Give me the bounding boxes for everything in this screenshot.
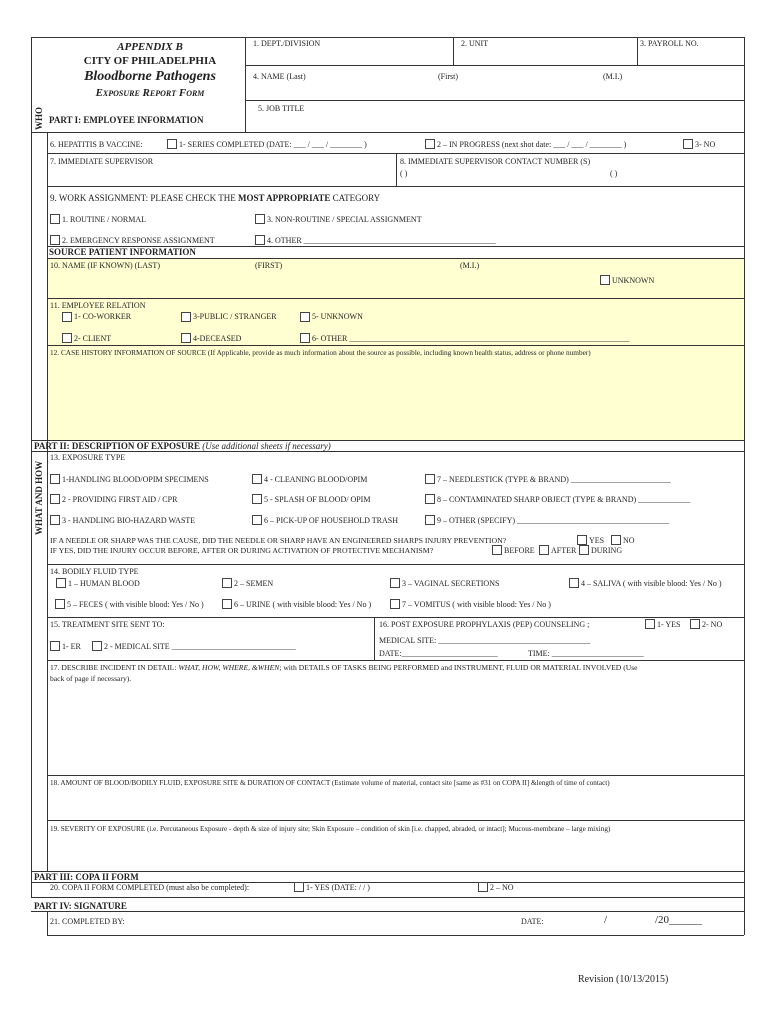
exposure-type-label: 13. EXPOSURE TYPE: [50, 453, 126, 462]
wa-nonroutine-label: 3. NON-ROUTINE / SPECIAL ASSIGNMENT: [267, 215, 422, 224]
needle-during-label: DURING: [591, 546, 623, 555]
fluid-type-label: 14. BODILY FLUID TYPE: [50, 567, 139, 576]
treat-er-label: 1- ER: [62, 642, 81, 651]
rel-unknown-checkbox[interactable]: [300, 312, 310, 322]
hep-b-progress-checkbox[interactable]: [425, 139, 435, 149]
needle-no-label: NO: [623, 536, 635, 545]
hep-b-series-label: 1- SERIES COMPLETED (DATE: ___ / ___ / ________ ): [179, 140, 367, 149]
wa-emergency-checkbox[interactable]: [50, 235, 60, 245]
exp-7-label: 7 – NEEDLESTICK (TYPE & BRAND) _________________________: [437, 475, 671, 484]
exp-2-label: 2 - PROVIDING FIRST AID / CPR: [62, 495, 178, 504]
form-title: Bloodborne Pathogens: [84, 69, 216, 84]
fluid-7-label: 7 – VOMITUS ( with visible blood: Yes / No ): [402, 600, 551, 609]
exp-6-checkbox[interactable]: [252, 515, 262, 525]
exp-3-label: 3 - HANDLING BIO-HAZARD WASTE: [62, 516, 196, 525]
rel-public-checkbox[interactable]: [181, 312, 191, 322]
name-last-label: 4. NAME (Last): [253, 72, 306, 81]
payroll-label: 3. PAYROLL NO.: [640, 39, 699, 48]
fluid-6-checkbox[interactable]: [222, 599, 232, 609]
dept-division-label: 1. DEPT./DIVISION: [253, 39, 321, 48]
wa-routine-label: 1. ROUTINE / NORMAL: [62, 215, 146, 224]
rel-public-label: 3-PUBLIC / STRANGER: [193, 312, 277, 321]
exp-2-checkbox[interactable]: [50, 494, 60, 504]
signature-date-label: DATE:: [521, 917, 544, 926]
wa-routine-checkbox[interactable]: [50, 214, 60, 224]
treat-medical-checkbox[interactable]: [92, 641, 102, 651]
exp-8-checkbox[interactable]: [425, 494, 435, 504]
fluid-1-checkbox[interactable]: [56, 578, 66, 588]
exp-8-label: 8 – CONTAMINATED SHARP OBJECT (TYPE & BRAND) _____________: [437, 495, 691, 504]
exp-4-checkbox[interactable]: [252, 474, 262, 484]
part3-title: PART III: COPA II FORM: [34, 872, 139, 882]
source-first-label: (FIRST): [255, 261, 283, 270]
needle-before-checkbox[interactable]: [492, 545, 502, 555]
needle-yes-label: YES: [589, 536, 605, 545]
needle-no-checkbox[interactable]: [611, 535, 621, 545]
exp-4-label: 4 - CLEANING BLOOD/OPIM: [264, 475, 368, 484]
pep-time-label: TIME: _______________________: [528, 649, 644, 658]
contact-paren-1: ( ): [400, 169, 408, 178]
who-side-label: WHO: [34, 106, 44, 130]
wa-other-label: 4. OTHER ________________________________________________: [267, 236, 496, 245]
rel-other-label: 6- OTHER ______________________________________________________________________: [312, 334, 630, 343]
name-mi-label: (M.I.): [603, 72, 623, 81]
unit-label: 2. UNIT: [461, 39, 489, 48]
rel-client-checkbox[interactable]: [62, 333, 72, 343]
rel-deceased-checkbox[interactable]: [181, 333, 191, 343]
exp-3-checkbox[interactable]: [50, 515, 60, 525]
what-how-side-label: WHAT AND HOW: [34, 460, 44, 535]
hep-b-series-checkbox[interactable]: [167, 139, 177, 149]
treatment-site-label: 15. TREATMENT SITE SENT TO:: [50, 620, 165, 629]
copa-yes-label: 1- YES (DATE: / / ): [306, 883, 370, 892]
copa-no-checkbox[interactable]: [478, 882, 488, 892]
wa-emergency-label: 2. EMERGENCY RESPONSE ASSIGNMENT: [62, 236, 215, 245]
source-title: SOURCE PATIENT INFORMATION: [49, 247, 196, 257]
incident-detail-label: 17. DESCRIBE INCIDENT IN DETAIL: WHAT, HOW, WHERE, &WHEN; with DETAILS OF TASKS BEING PERFORMED and INSTRUMENT, FLUID OR MATERIAL INVOLVED (Use: [50, 663, 638, 672]
rel-deceased-label: 4-DECEASED: [193, 334, 242, 343]
appendix-label: APPENDIX B: [117, 41, 183, 53]
part4-title: PART IV: SIGNATURE: [34, 901, 127, 911]
pep-yes-label: 1- YES: [657, 620, 681, 629]
pep-site-label: MEDICAL SITE: ______________________________________: [379, 636, 591, 645]
incident-detail-label-2: back of page if necessary).: [50, 674, 132, 683]
supervisor-label: 7. IMMEDIATE SUPERVISOR: [50, 157, 154, 166]
wa-other-checkbox[interactable]: [255, 235, 265, 245]
exp-7-checkbox[interactable]: [425, 474, 435, 484]
pep-no-checkbox[interactable]: [690, 619, 700, 629]
fluid-1-label: 1 – HUMAN BLOOD: [68, 579, 140, 588]
exp-5-label: 5 - SPLASH OF BLOOD/ OPIM: [264, 495, 371, 504]
needle-during-checkbox[interactable]: [579, 545, 589, 555]
city-label: CITY OF PHILADELPHIA: [83, 55, 217, 67]
fluid-4-label: 4 – SALIVA ( with visible blood: Yes / No ): [581, 579, 722, 588]
fluid-2-checkbox[interactable]: [222, 578, 232, 588]
revision-label: Revision (10/13/2015): [578, 974, 669, 985]
fluid-7-checkbox[interactable]: [390, 599, 400, 609]
amount-exposure-label: 18. AMOUNT OF BLOOD/BODILY FLUID, EXPOSURE SITE & DURATION OF CONTACT (Estimate volume of material, contact site [same as #31 on COPA II] &length of time of contact): [50, 779, 610, 787]
exp-1-checkbox[interactable]: [50, 474, 60, 484]
needle-before-label: BEFORE: [504, 546, 535, 555]
rel-coworker-checkbox[interactable]: [62, 312, 72, 322]
treat-er-checkbox[interactable]: [50, 641, 60, 651]
source-unknown-label: UNKNOWN: [612, 276, 655, 285]
fluid-3-checkbox[interactable]: [390, 578, 400, 588]
pep-no-label: 2- NO: [702, 620, 723, 629]
needle-yes-checkbox[interactable]: [577, 535, 587, 545]
fluid-6-label: 6 – URINE ( with visible blood: Yes / No ): [234, 600, 372, 609]
exp-1-label: 1-HANDLING BLOOD/OPIM SPECIMENS: [62, 475, 209, 484]
supervisor-contact-label: 8. IMMEDIATE SUPERVISOR CONTACT NUMBER (S): [400, 157, 591, 166]
needle-after-label: AFTER: [551, 546, 577, 555]
pep-date-label: DATE:________________________: [379, 649, 498, 658]
severity-label: 19. SEVERITY OF EXPOSURE (i.e. Percutaneous Exposure - depth & size of injury site; Skin Exposure – condition of skin [i.e. chapped, abraded, or intact]; Mucous-membrane – large mixing): [50, 825, 611, 833]
rel-client-label: 2- CLIENT: [74, 334, 112, 343]
source-mi-label: (M.I.): [460, 261, 480, 270]
part1-title: PART I: EMPLOYEE INFORMATION: [49, 115, 204, 125]
signature-date-slash: /: [604, 914, 608, 926]
exp-6-label: 6 – PICK-UP OF HOUSEHOLD TRASH: [264, 516, 399, 525]
hep-b-no-checkbox[interactable]: [683, 139, 693, 149]
source-name-label: 10. NAME (IF KNOWN) (LAST): [50, 261, 160, 270]
hep-b-no-label: 3- NO: [695, 140, 716, 149]
exp-9-checkbox[interactable]: [425, 515, 435, 525]
fluid-5-label: 5 – FECES ( with visible blood: Yes / No ): [67, 600, 204, 609]
employee-relation-label: 11. EMPLOYEE RELATION: [50, 301, 146, 310]
exp-5-checkbox[interactable]: [252, 494, 262, 504]
name-first-label: (First): [438, 72, 458, 81]
fluid-2-label: 2 – SEMEN: [234, 579, 274, 588]
copa-yes-checkbox[interactable]: [294, 882, 304, 892]
rel-unknown-label: 5- UNKNOWN: [312, 312, 363, 321]
exp-9-label: 9 – OTHER (SPECIFY) ______________________________________: [437, 516, 670, 525]
pep-label: 16. POST EXPOSURE PROPHYLAXIS (PEP) COUNSELING ;: [379, 620, 590, 629]
fluid-5-checkbox[interactable]: [55, 599, 65, 609]
part2-title: PART II: DESCRIPTION OF EXPOSURE (Use additional sheets if necessary): [34, 441, 331, 451]
source-unknown-checkbox[interactable]: [600, 275, 610, 285]
copa-label: 20. COPA II FORM COMPLETED (must also be completed):: [50, 883, 250, 892]
wa-nonroutine-checkbox[interactable]: [255, 214, 265, 224]
fluid-4-checkbox[interactable]: [569, 578, 579, 588]
pep-yes-checkbox[interactable]: [645, 619, 655, 629]
case-history-label: 12. CASE HISTORY INFORMATION OF SOURCE (If Applicable, provide as much information about the source as possible, including known health status, address or phone number): [50, 348, 591, 357]
work-assignment-label: 9. WORK ASSIGNMENT: PLEASE CHECK THE MOST APPROPRIATE CATEGORY: [50, 193, 381, 203]
needle-question-1: IF A NEEDLE OR SHARP WAS THE CAUSE, DID THE NEEDLE OR SHARP HAVE AN ENGINEERED SHARPS INJURY PREVENTION?: [50, 536, 507, 545]
signature-date-year: /20______: [655, 914, 703, 926]
needle-after-checkbox[interactable]: [539, 545, 549, 555]
treat-medical-label: 2 - MEDICAL SITE _______________________________: [104, 642, 296, 651]
fluid-3-label: 3 – VAGINAL SECRETIONS: [402, 579, 500, 588]
hep-b-label: 6. HEPATITIS B VACCINE:: [50, 140, 143, 149]
rel-other-checkbox[interactable]: [300, 333, 310, 343]
needle-question-2: IF YES, DID THE INJURY OCCUR BEFORE, AFTER OR DURING ACTIVATION OF PROTECTIVE MECHANISM?: [50, 546, 434, 555]
job-title-label: 5. JOB TITLE: [258, 104, 305, 113]
completed-by-label: 21. COMPLETED BY:: [50, 917, 125, 926]
hep-b-progress-label: 2 – IN PROGRESS (next shot date: ___ / ___ / ________ ): [437, 140, 627, 149]
rel-coworker-label: 1- CO-WORKER: [74, 312, 132, 321]
copa-no-label: 2 – NO: [490, 883, 514, 892]
form-subtitle: Exposure Report Form: [95, 87, 205, 99]
contact-paren-2: ( ): [610, 169, 618, 178]
